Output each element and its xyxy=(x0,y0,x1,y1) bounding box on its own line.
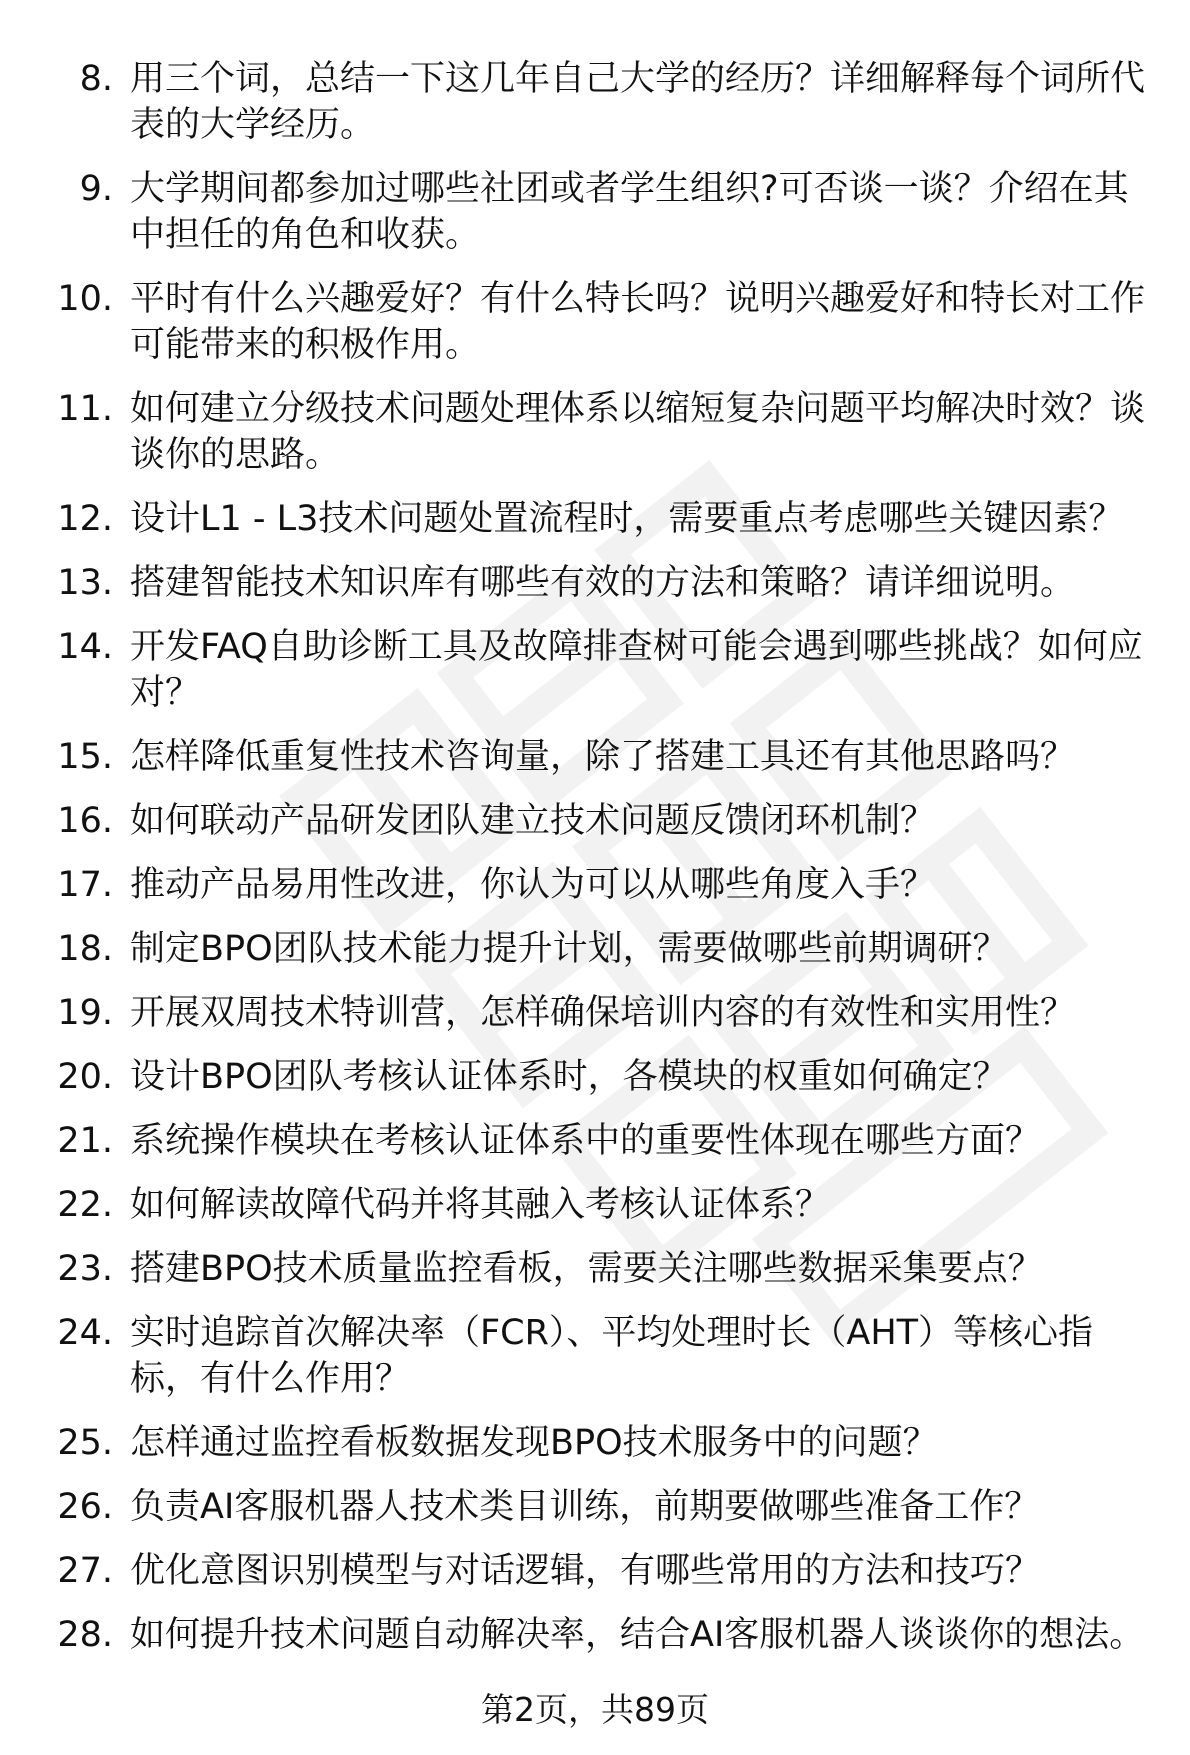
question-text: 负责AI客服机器人技术类目训练，前期要做哪些准备工作？ xyxy=(130,1487,1040,1527)
question-number: 23. xyxy=(57,1249,113,1289)
question-text: 用三个词，总结一下这几年自己大学的经历？详细解释每个词所代表的大学经历。 xyxy=(130,59,1146,145)
question-number: 12. xyxy=(57,499,113,539)
question-item xyxy=(0,1612,1190,1658)
question-item xyxy=(0,1420,1190,1466)
question-text: 如何解读故障代码并将其融入考核认证体系？ xyxy=(130,1185,831,1225)
question-number: 13. xyxy=(57,563,113,603)
question-number: 14. xyxy=(57,627,113,667)
question-number: 26. xyxy=(57,1487,113,1527)
page-number-footer: 第2页，共89页 xyxy=(481,1690,709,1729)
question-text: 制定BPO团队技术能力提升计划，需要做哪些前期调研？ xyxy=(130,929,1008,969)
question-text: 怎样降低重复性技术咨询量，除了搭建工具还有其他思路吗？ xyxy=(130,737,1076,777)
question-item xyxy=(0,624,1190,716)
question-item xyxy=(0,166,1190,258)
question-item xyxy=(0,496,1190,542)
question-text: 开展双周技术特训营，怎样确保培训内容的有效性和实用性？ xyxy=(130,993,1076,1033)
question-item xyxy=(0,1182,1190,1228)
question-number: 28. xyxy=(57,1615,113,1655)
question-number: 19. xyxy=(57,993,113,1033)
question-text: 开发FAQ自助诊断工具及故障排查树可能会遇到哪些挑战？如何应对？ xyxy=(130,627,1143,713)
question-number: 20. xyxy=(57,1057,113,1097)
question-item xyxy=(0,276,1190,368)
question-item xyxy=(0,1118,1190,1164)
question-number: 16. xyxy=(57,801,113,841)
question-item xyxy=(0,734,1190,780)
question-item xyxy=(0,1054,1190,1100)
question-item xyxy=(0,560,1190,606)
question-item xyxy=(0,798,1190,844)
question-text: 如何联动产品研发团队建立技术问题反馈闭环机制？ xyxy=(130,801,936,841)
question-text: 平时有什么兴趣爱好？有什么特长吗？说明兴趣爱好和特长对工作可能带来的积极作用。 xyxy=(130,279,1146,365)
question-text: 怎样通过监控看板数据发现BPO技术服务中的问题？ xyxy=(130,1423,938,1463)
question-number: 27. xyxy=(57,1551,113,1591)
question-list xyxy=(0,56,1190,1676)
question-item xyxy=(0,990,1190,1036)
question-text: 实时追踪首次解决率（FCR）、平均处理时长（AHT）等核心指标，有什么作用？ xyxy=(130,1313,1094,1399)
question-number: 8. xyxy=(79,59,113,99)
question-item xyxy=(0,1310,1190,1402)
question-text: 设计L1 - L3技术问题处置流程时，需要重点考虑哪些关键因素？ xyxy=(130,499,1124,539)
question-number: 17. xyxy=(57,865,113,905)
question-text: 设计BPO团队考核认证体系时，各模块的权重如何确定？ xyxy=(130,1057,1008,1097)
question-text: 搭建智能技术知识库有哪些有效的方法和策略？请详细说明。 xyxy=(130,563,1076,603)
question-number: 24. xyxy=(57,1313,113,1353)
question-number: 15. xyxy=(57,737,113,777)
question-text: 大学期间都参加过哪些社团或者学生组织?可否谈一谈？介绍在其中担任的角色和收获。 xyxy=(130,169,1129,255)
question-text: 搭建BPO技术质量监控看板，需要关注哪些数据采集要点？ xyxy=(130,1249,1043,1289)
question-text: 如何建立分级技术问题处理体系以缩短复杂问题平均解决时效？谈谈你的思路。 xyxy=(130,389,1146,475)
question-item xyxy=(0,862,1190,908)
question-number: 10. xyxy=(57,279,113,319)
question-number: 22. xyxy=(57,1185,113,1225)
question-text: 如何提升技术问题自动解决率，结合AI客服机器人谈谈你的想法。 xyxy=(130,1615,1145,1655)
question-item xyxy=(0,386,1190,478)
question-text: 优化意图识别模型与对话逻辑，有哪些常用的方法和技巧？ xyxy=(130,1551,1041,1591)
question-number: 9. xyxy=(79,169,113,209)
question-number: 11. xyxy=(57,389,113,429)
question-text: 系统操作模块在考核认证体系中的重要性体现在哪些方面？ xyxy=(130,1121,1041,1161)
question-item xyxy=(0,1246,1190,1292)
question-text: 推动产品易用性改进，你认为可以从哪些角度入手？ xyxy=(130,865,936,905)
question-item xyxy=(0,926,1190,972)
question-number: 18. xyxy=(57,929,113,969)
question-item xyxy=(0,56,1190,148)
question-item xyxy=(0,1484,1190,1530)
question-number: 21. xyxy=(57,1121,113,1161)
question-item xyxy=(0,1548,1190,1594)
question-number: 25. xyxy=(57,1423,113,1463)
